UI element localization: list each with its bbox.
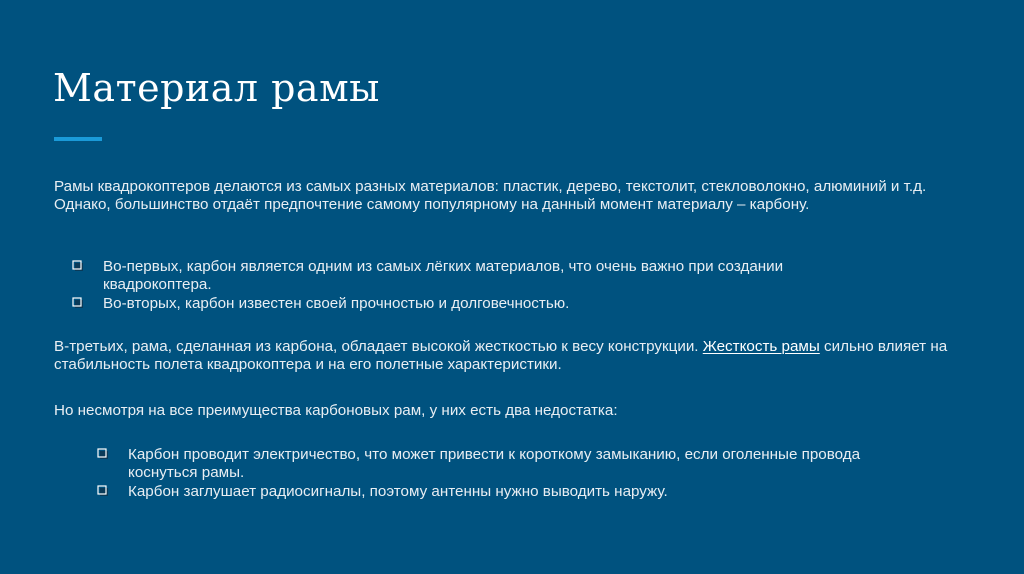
slide-title: Материал рамы [53,66,380,110]
checkbox-icon [72,297,84,309]
title-accent-bar [54,137,102,141]
frame-stiffness-link[interactable]: Жесткость рамы [702,338,820,355]
advantage-text: Во-первых, карбон является одним из самых лёгких материалов, что очень важно при создании квадрокоптера. [103,258,784,293]
checkbox-icon [97,485,109,497]
list-item [97,483,917,501]
list-item [72,295,892,313]
drawback-text: Карбон проводит электричество, что может привести к короткому замыканию, если оголенные провода коснуться рамы. [128,446,861,481]
advantages-list [72,258,892,313]
checkbox-icon [97,448,109,460]
third-text: В-третьих, рама, сделанная из карбона, обладает высокой жесткостью к весу конструкции. [54,338,703,355]
list-item [97,446,917,482]
list-item [72,258,892,294]
advantage-text: Во-вторых, карбон известен своей прочностью и долговечностью. [103,295,570,312]
drawbacks-intro: Но несмотря на все преимущества карбоновых рам, у них есть два недостатка: [54,402,618,419]
checkbox-icon [72,260,84,272]
drawbacks-list [97,446,917,501]
third-rest-text: сильно влияет на стабильность полета квадрокоптера и на его полетные характеристики. [54,338,948,373]
third-paragraph [54,338,984,374]
intro-paragraph: Рамы квадрокоптеров делаются из самых разных материалов: пластик, дерево, текстолит, стекловолокно, алюминий и т.д. Однако, большинство отдаёт предпочтение самому популярному на данный момент материалу – карбону. [54,178,927,213]
drawback-text: Карбон заглушает радиосигналы, поэтому антенны нужно выводить наружу. [128,483,668,500]
